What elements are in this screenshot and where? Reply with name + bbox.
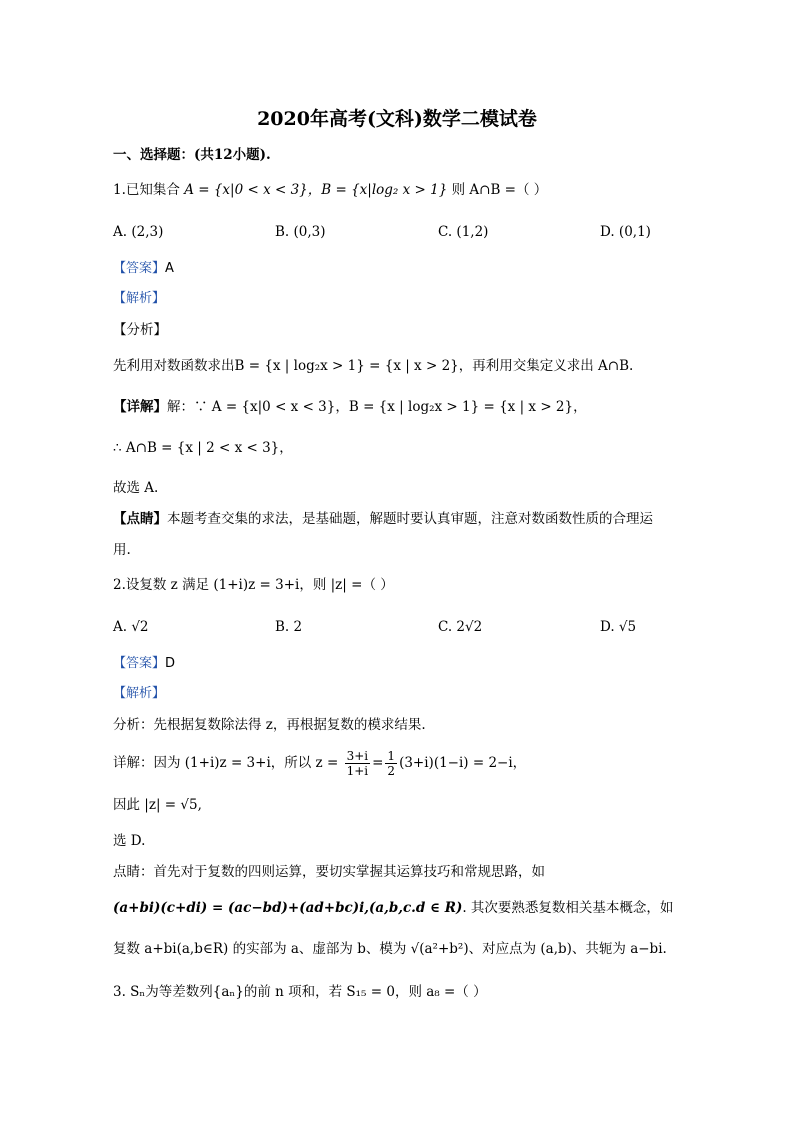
q2-option-c: C. 2√2 — [438, 619, 483, 635]
q1-answer-tag: 【答案】A — [113, 261, 174, 276]
q2-therefore: 因此 |z| = √5, — [113, 797, 202, 813]
q2-option-b: B. 2 — [275, 619, 303, 635]
q2-analysis-tag: 【解析】 — [113, 686, 166, 701]
q2-detail-prefix: 详解：因为 (1+i)z = 3+i，所以 z = — [113, 755, 339, 771]
q1-option-a: A. (2,3) — [113, 224, 164, 240]
q1-detail-text-2: ∴ A∩B = {x | 2 < x < 3}， — [113, 440, 293, 456]
q1-choose: 故选 A. — [113, 480, 159, 496]
q2-fraction-2: $\frac{1}{2}$ — [387, 749, 396, 778]
q1-answer — [113, 258, 174, 279]
q2-answer-tag: 【答案】D — [113, 656, 176, 671]
q1-stem-prefix: 1.已知集合 — [113, 182, 180, 198]
q2-last-line: 复数 a+bi(a,b∈R) 的实部为 a、虚部为 b、模为 √(a²+b²)、对应点为 (a,b)、共轭为 a−bi. — [113, 941, 667, 957]
q2-fraction-1: $\frac{3+i}{1+i}$ — [346, 749, 369, 778]
q1-stem-math: A = {x|0 < x < 3}，B = {x|log₂ x > 1} — [184, 182, 448, 198]
question-1-stem — [113, 180, 547, 200]
q2-answer — [113, 653, 175, 674]
q2-formula-line — [113, 898, 673, 918]
q1-option-b: B. (0,3) — [275, 224, 326, 240]
q1-detail-tag: 【详解】 — [113, 399, 167, 415]
q1-detail-text: 解：∵ A = {x|0 < x < 3}，B = {x | log₂x > 1} = {x | x > 2}， — [167, 399, 587, 415]
q1-fenxi-tag: 【分析】 — [113, 322, 167, 338]
q1-fenxi-text: 先利用对数函数求出B = {x | log₂x > 1} = {x | x > 2}，再利用交集定义求出 A∩B. — [113, 358, 634, 374]
q2-choose: 选 D. — [113, 833, 146, 849]
q1-option-c: C. (1,2) — [438, 224, 489, 240]
q1-option-d: D. (0,1) — [600, 224, 651, 240]
page-title: 2020年高考(文科)数学二模试卷 — [257, 108, 537, 130]
question-3-stem: 3. Sₙ为等差数列{aₙ}的前 n 项和，若 S₁₅ = 0，则 a₈ =（ ） — [113, 984, 487, 1000]
q1-comment-tag: 【点睛】 — [113, 511, 167, 527]
q1-stem-suffix: 则 A∩B =（ ） — [451, 182, 548, 198]
q1-comment-text: 本题考查交集的求法，是基础题，解题时要认真审题，注意对数函数性质的合理运 — [167, 511, 653, 527]
q1-comment-text-2: 用. — [113, 542, 131, 558]
question-2-stem: 2.设复数 z 满足 (1+i)z = 3+i，则 |z| =（ ） — [113, 577, 394, 593]
q2-detail: 详解：因为 (1+i)z = 3+i，所以 z = $\frac{3+i}{1+i}$ = $\frac{1}{2}$ (3+i)(1−i) = 2−i， — [113, 749, 527, 778]
q2-detail-suffix: (3+i)(1−i) = 2−i， — [399, 755, 527, 771]
section-heading: 一、选择题：(共12小题). — [113, 147, 271, 163]
q2-formula-suffix: . 其次要熟悉复数相关基本概念，如 — [462, 900, 674, 916]
q2-fenxi: 分析：先根据复数除法得 z，再根据复数的模求结果. — [113, 717, 426, 733]
q2-formula: (a+bi)(c+di) = (ac−bd)+(ad+bc)i,(a,b,c.d ∈ R) — [113, 900, 463, 916]
q2-option-a: A. √2 — [113, 619, 149, 635]
q2-option-d: D. √5 — [600, 619, 637, 635]
q2-comment: 点睛：首先对于复数的四则运算，要切实掌握其运算技巧和常规思路，如 — [113, 864, 545, 880]
q1-detail — [113, 397, 587, 417]
q1-comment — [113, 509, 653, 529]
q1-analysis-tag: 【解析】 — [113, 291, 166, 306]
